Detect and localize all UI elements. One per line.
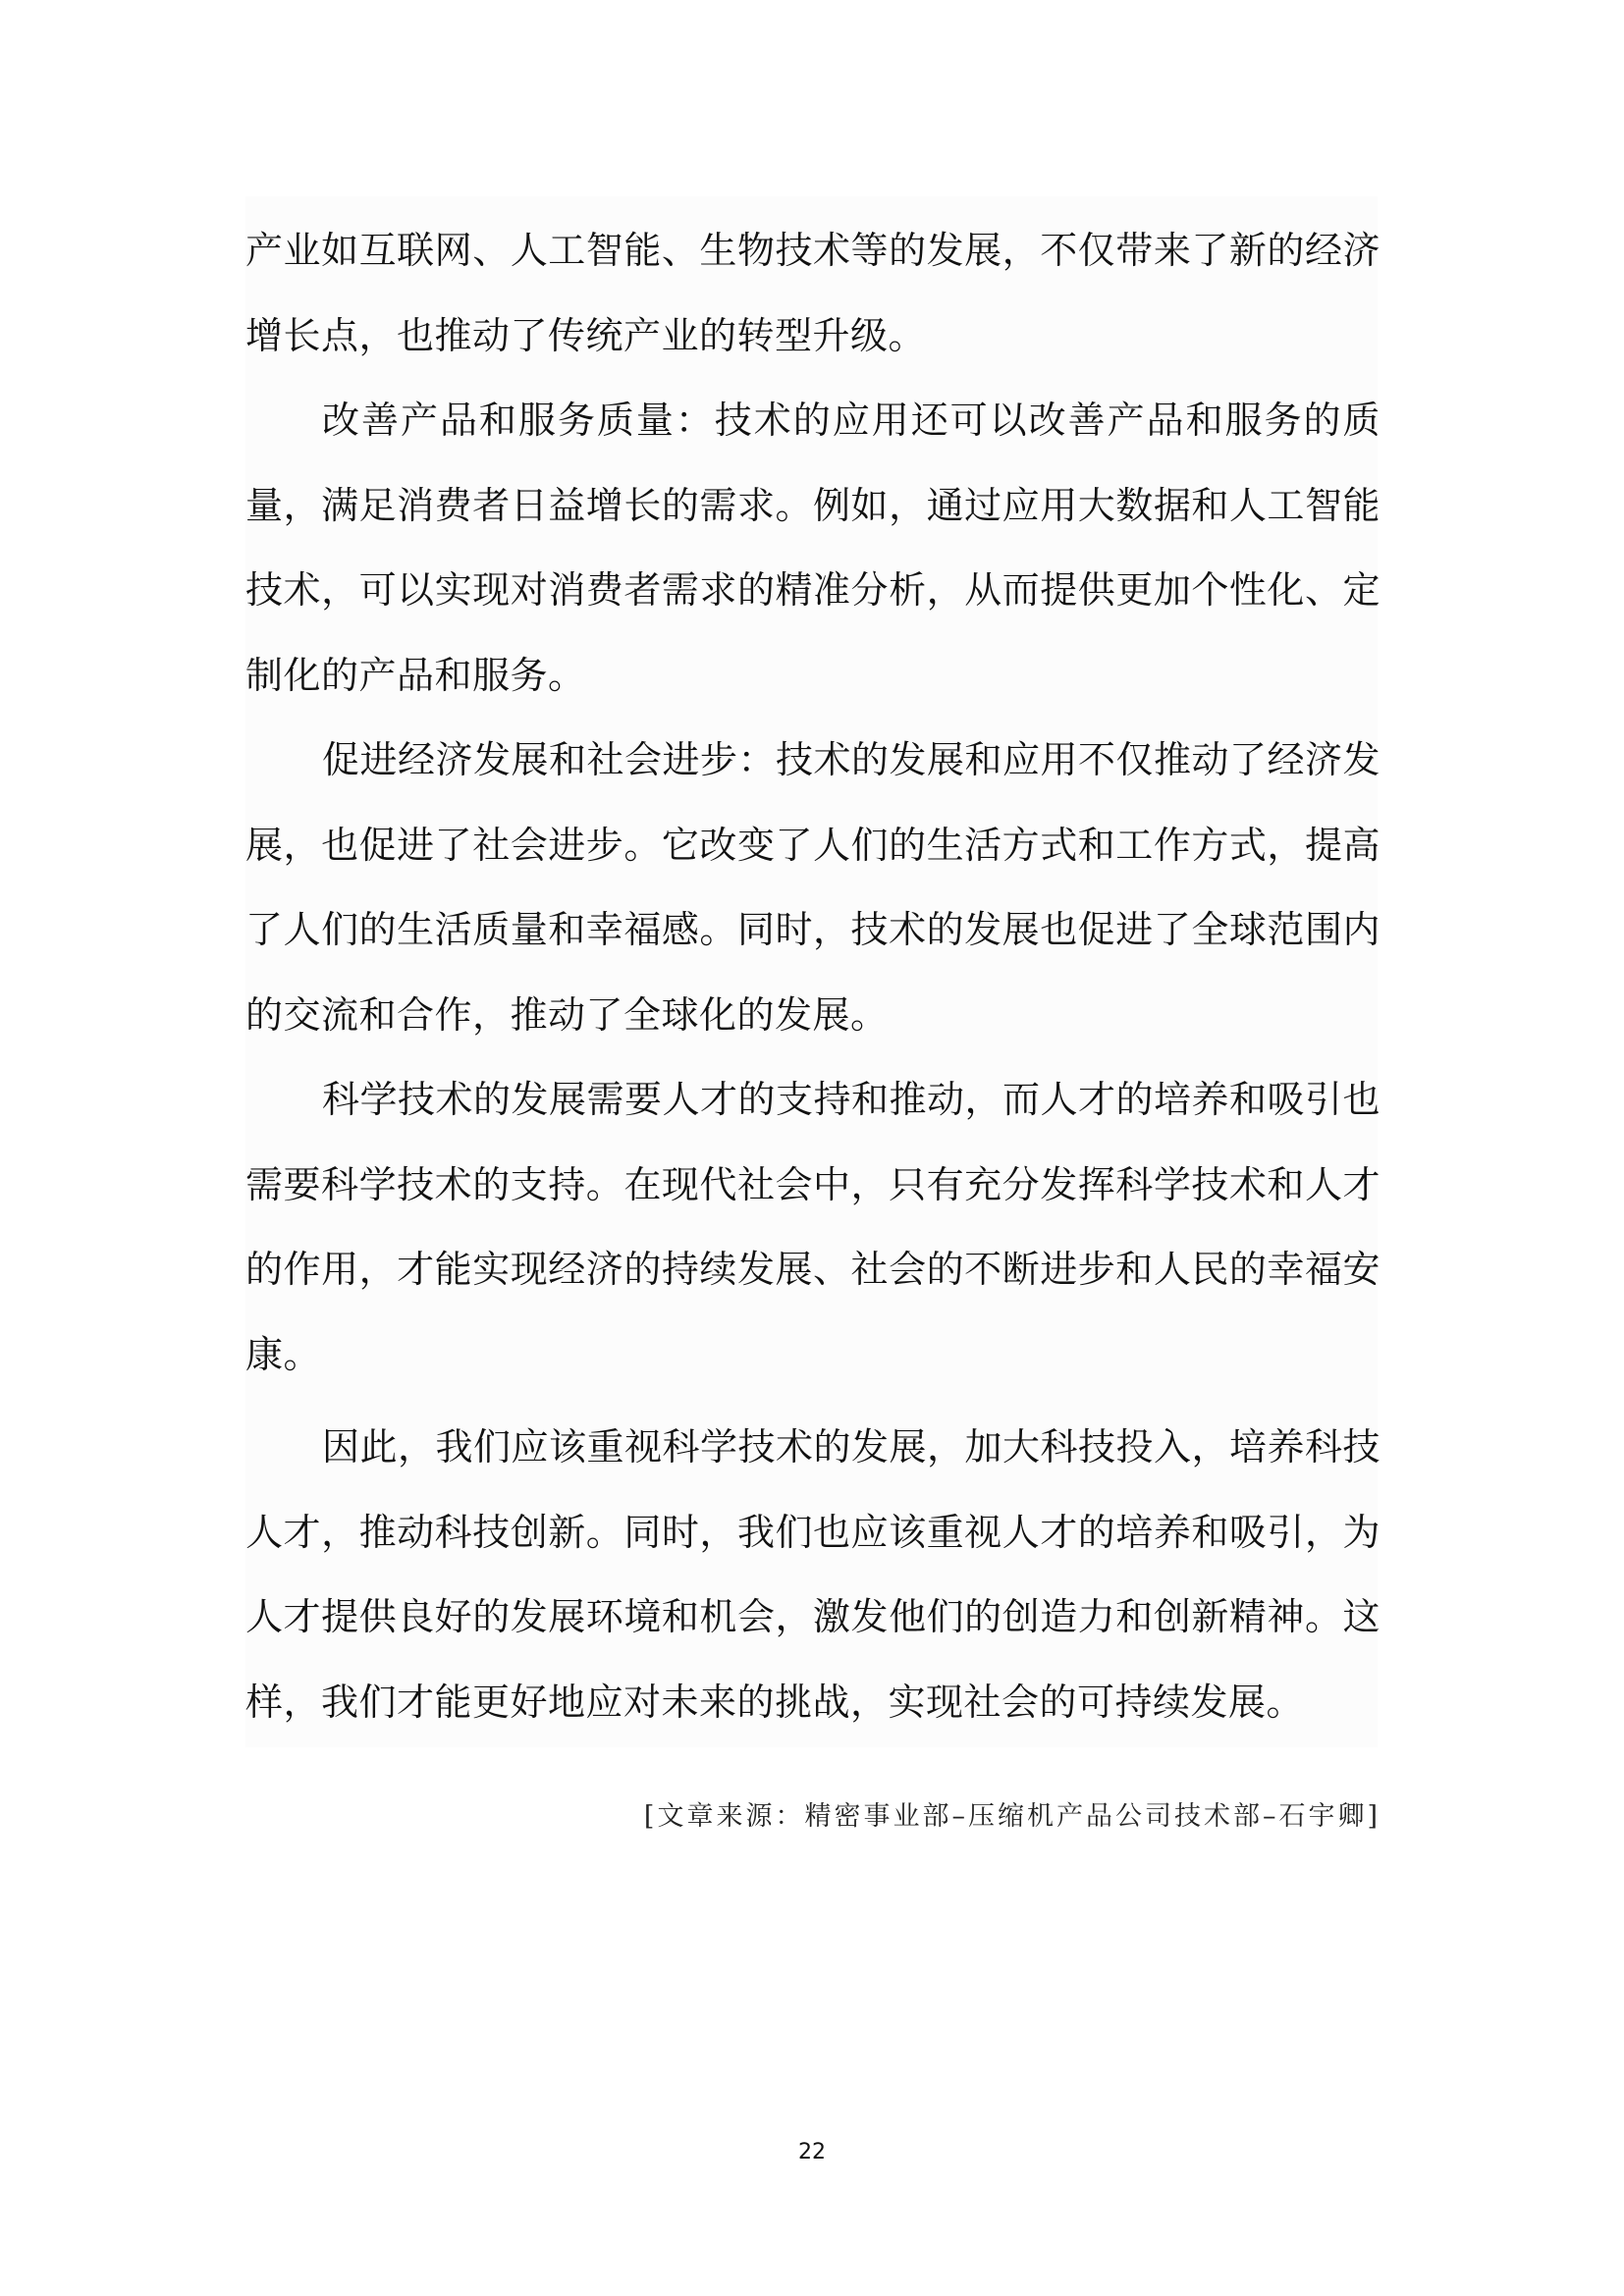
page-number: 22	[798, 2140, 826, 2164]
paragraph-talent: 科学技术的发展需要人才的支持和推动，而人才的培养和吸引也需要科学技术的支持。在现代社会中，只有充分发挥科学技术和人才的作用，才能实现经济的持续发展、社会的不断进步和人民的幸福安康。	[245, 1078, 1381, 1376]
paragraph-product-quality: 改善产品和服务质量：技术的应用还可以改善产品和服务的质量，满足消费者日益增长的需求。例如，通过应用大数据和人工智能技术，可以实现对消费者需求的精准分析，从而提供更加个性化、定制化的产品和服务。	[245, 399, 1380, 697]
paragraph-social-progress: 促进经济发展和社会进步：技术的发展和应用不仅推动了经济发展，也促进了社会进步。它改变了人们的生活方式和工作方式，提高了人们的生活质量和幸福感。同时，技术的发展也促进了全球范围内的交流和合作，推动了全球化的发展。	[245, 738, 1381, 1037]
paragraph-conclusion: 因此，我们应该重视科学技术的发展，加大科技投入，培养科技人才，推动科技创新。同时，我们也应该重视人才的培养和吸引，为人才提供良好的发展环境和机会，激发他们的创造力和创新精神。这样，我们才能更好地应对未来的挑战，实现社会的可持续发展。	[245, 1425, 1381, 1724]
paragraph-continuation: 产业如互联网、人工智能、生物技术等的发展，不仅带来了新的经济增长点，也推动了传统产业的转型升级。	[245, 229, 1380, 357]
article-source-note: [文章来源：精密事业部–压缩机产品公司技术部–石宇卿]	[643, 1801, 1380, 1832]
article-body	[245, 208, 1380, 1744]
